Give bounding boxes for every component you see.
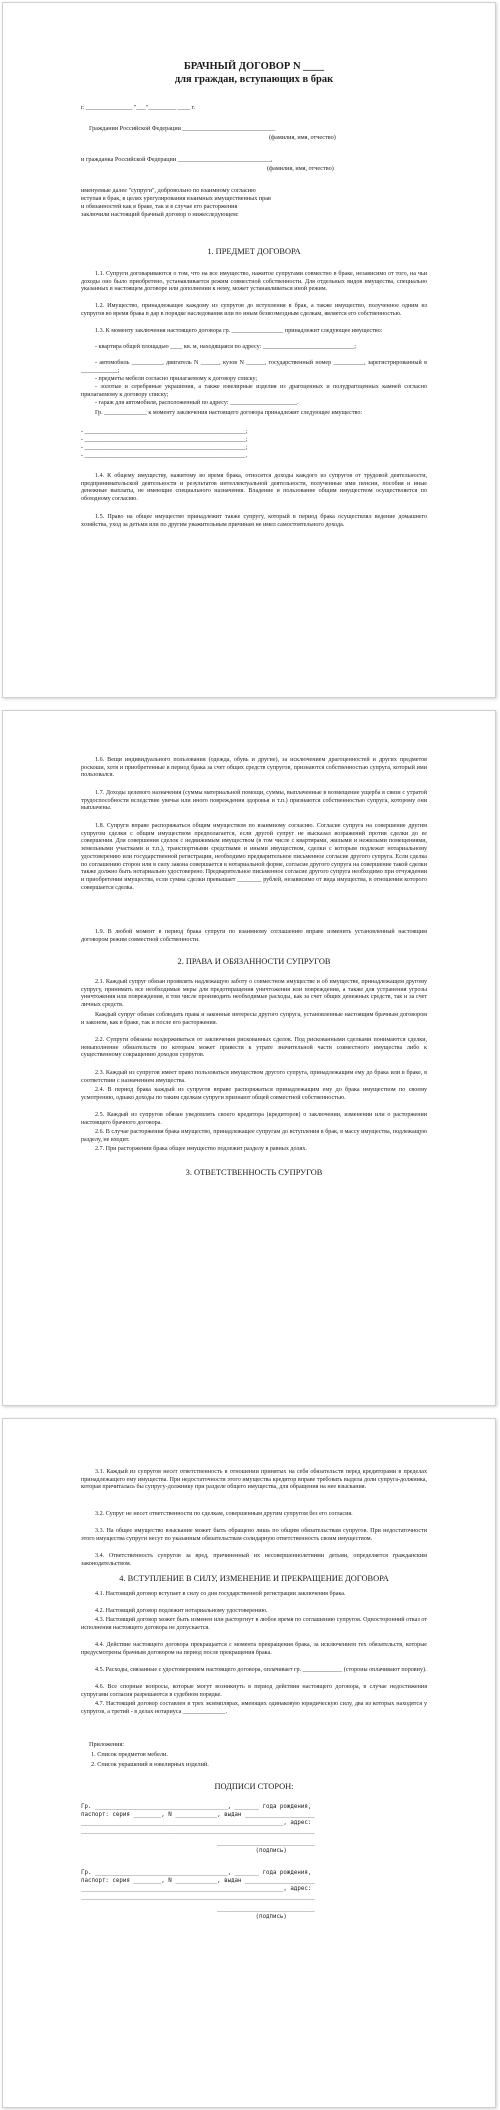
signature-line: Гр. ______________________________________, _______ года рождения,	[81, 1870, 312, 1876]
property-item: - предметы мебели согласно прилагаемому к договору списку;	[95, 376, 258, 382]
clause-1-5: 1.5. Право на общее имущество принадлежит также супругу, который в период брака осуществлял ведение домашнего хозяйства, уход за детьми или по другим уважительным причинам не имел самостоятельного дохода.	[81, 514, 427, 528]
clause-3-3: 3.3. На общее имущество взыскание может быть обращено лишь по общим обязательствам супругов. При недостаточности этого имущества супруги несут по указанным обязательствам солидарную ответственность своим имуществом.	[81, 1528, 427, 1542]
signature-line: паспорт: серия ________, N ____________, выдан ____________________	[81, 1878, 315, 1884]
property-item: - гараж для автомобиля, расположенный по адресу: ______________________.	[95, 400, 299, 406]
clause-2-7: 2.7. При расторжении брака общее имущество подлежит разделу в равных долях.	[95, 1146, 307, 1152]
contract-subtitle: для граждан, вступающих в брак	[174, 74, 334, 85]
preamble-line: именуемые далее "супруги", добровольно по взаимному согласию	[81, 187, 256, 194]
clause-2-6: 2.6. В случае расторжения брака имущество, принадлежащее супругам до вступления в брак, в массу имущества, подлежащую разделу, не входит.	[81, 1129, 427, 1143]
clause-1-3b: Гр. ______________ к моменту заключения настоящего договора принадлежит следующее имущество:	[95, 410, 363, 416]
signature-line: __________________________________________________________, адрес:	[81, 1820, 312, 1826]
document-page-3	[2, 1418, 496, 2108]
clause-1-1: 1.1. Супруги договариваются о том, что на все имущество, нажитое супругами совместно в браке, независимо от того, на чьи доходы оно было приобретено, устанавливается режим совместной собственности. Для отдельных видов имущества, специально указанных в настоящем договоре или дополнении к нему, может устанавливаться иной режим.	[81, 271, 427, 293]
clause-1-3: 1.3. К моменту заключения настоящего договора гр. _________________ принадлежит следующее имущество:	[95, 328, 383, 334]
blank-item: - ____________________________________________________;	[81, 444, 248, 451]
clause-3-2: 3.2. Супруг не несет ответственности по сделкам, совершенным другим супругом без его согласия.	[95, 1511, 353, 1517]
blank-item: - ____________________________________________________;	[81, 428, 248, 435]
preamble-line: и обязанностей как в браке, так и в случае его расторжения	[81, 203, 238, 210]
section-heading: 2. ПРАВА И ОБЯЗАННОСТИ СУПРУГОВ	[177, 957, 331, 966]
clause-4-6: 4.6. Все спорные вопросы, которые могут возникнуть в период действия настоящего договора, в случае недостижения супругами согласия разрешаются в судебном порядке.	[81, 1684, 427, 1698]
clause-2-5: 2.5. Каждый из супругов обязан уведомлять своего кредитора (кредиторов) о заключении, изменении или о расторжении настоящего брачного договора.	[81, 1112, 427, 1126]
contract-title: БРАЧНЫЙ ДОГОВОР N ____	[183, 61, 325, 72]
clause-1-4: 1.4. К общему имуществу, нажитому во время брака, относятся доходы каждого из супругов от трудовой деятельности, предпринимательской деятельности и результатов интеллектуальной деятельности, полученные ими пенсии, пособия и иные денежные выплаты, не имеющие специального назначения. Владение и пользование общим имуществом осуществляется по обоюдному согласию.	[81, 473, 427, 503]
signatures-title: ПОДПИСИ СТОРОН:	[214, 1782, 294, 1791]
property-item: - автомобиль __________, двигатель N ______, кузов N ______, государственный номер __________, зарегистрированный в ____________;	[81, 360, 427, 374]
section-heading: 1. ПРЕДМЕТ ДОГОВОРА	[207, 247, 301, 256]
signature-line: __________________________________________________________, адрес:	[81, 1886, 312, 1892]
clause-2-3: 2.3. Каждый из супругов имеет право пользоваться имуществом другого супруга, принадлежащим ему до брака или в браке, в соответствии с назначением имущества.	[81, 1070, 427, 1084]
preamble-line: вступая в брак, в целях урегулирования взаимных имущественных прав	[81, 195, 271, 202]
signature-line: ___________________________________________________________________	[81, 1828, 315, 1834]
husband-hint: (фамилия, имя, отчество)	[269, 134, 336, 141]
wife-hint: (фамилия, имя, отчество)	[267, 165, 334, 172]
clause-2-1b: Каждый супруг обязан соблюдать права и законные интересы другого супруга, установленные настоящим брачным договором и законом, как в браке, так и после его расторжения.	[81, 1012, 427, 1026]
section-heading: 4. ВСТУПЛЕНИЕ В СИЛУ, ИЗМЕНЕНИЕ И ПРЕКРАЩЕНИЕ ДОГОВОРА	[119, 1574, 389, 1583]
clause-2-2: 2.2. Супруги обязаны воздерживаться от заключения рискованных сделок. Под рискованными сделками понимаются сделки, невыполнение обязательств по которым может привести к утрате значительной части совместного имущества либо к существенному сокращению доходов супругов.	[81, 1037, 427, 1059]
date-line: г. _______________ "___"_________ ____ г.	[81, 104, 195, 111]
clause-4-3: 4.3. Настоящий договор может быть изменен или расторгнут в любое время по соглашению супругов. Односторонний отказ от исполнения настоящего договора не допускается.	[81, 1617, 427, 1631]
clause-2-4: 2.4. В период брака каждый из супругов вправе распоряжаться принадлежащим ему до брака имуществом по своему усмотрению, однако доходы по таким сделкам супруги признают общей совместной собственностью.	[81, 1087, 427, 1101]
signature-line: ___________________________________________________________________	[81, 1894, 315, 1900]
signature-line: паспорт: серия ________, N ____________, выдан ____________________	[81, 1812, 315, 1818]
signature-line: ____________________________	[81, 1840, 315, 1846]
blank-item: - ____________________________________________________.	[81, 452, 248, 459]
signature-caption: (подпись)	[81, 1914, 287, 1920]
clause-4-1: 4.1. Настоящий договор вступает в силу со дня государственной регистрации заключения брака.	[95, 1591, 346, 1597]
signature-caption: (подпись)	[81, 1848, 287, 1854]
clause-1-2: 1.2. Имущество, принадлежащее каждому из супругов до вступления в брак, а также имущество, полученное одним из супругов во время брака в дар в порядке наследования или по иным безвозмездным сделкам, является его собственностью.	[81, 303, 427, 317]
appendix-item: 1. Список предметов мебели.	[91, 1751, 168, 1758]
document-page-1	[2, 2, 496, 698]
clause-3-4: 3.4. Ответственность супругов за вред, причиненный их несовершеннолетними детьми, определяется гражданским законодательством.	[81, 1553, 427, 1567]
clause-1-8: 1.8. Супруги вправе распоряжаться общим имуществом по взаимному согласию. Согласие супруга на совершение другим супругом сделки с общим имуществом предполагается, если другой супруг не высказал возражений против сделки до ее совершения. Для совершения сделок с недвижимым имуществом (в том числе с квартирами, жилыми и нежилыми помещениями, земельными участками и т.п.), транспортными средствами и иными имуществом, сделки с которым подлежат нотариальному удостоверению или государственной регистрации, необходимо предварительное письменное согласие другого супруга. Если сделка по соглашению сторон или в силу закона совершается в нотариальной форме, согласие другого супруга на совершение такой сделки также должно быть нотариально удостоверено. Предварительное письменное согласие другого супруга необходимо при отчуждении и приобретении имущества, если сумма сделки превышает ________ рублей, независимо от вида имущества, в отношении которого совершается сделка.	[81, 823, 427, 891]
signature-line: ____________________________	[81, 1906, 315, 1912]
clause-2-1: 2.1. Каждый супруг обязан проявлять надлежащую заботу о совместном имуществе и об имуществе, принадлежащем другому супругу, принимать все необходимые меры для предотвращения уничтожения или повреждения, а также для устранения угрозы уничтожения или повреждения, в том числе производить необходимые расходы, как за счет общих денежных средств, так и за счет личных средств.	[81, 979, 427, 1009]
document-page-2	[2, 710, 496, 1406]
clause-1-6: 1.6. Вещи индивидуального пользования (одежда, обувь и другие), за исключением драгоценностей и других предметов роскоши, хотя и приобретенные в период брака за счет общих средств супругов, признаются собственностью супруга, который ими пользовался.	[81, 757, 427, 779]
section-heading: 3. ОТВЕТСТВЕННОСТЬ СУПРУГОВ	[185, 1168, 323, 1177]
appendix-item: 2. Список украшений и ювелирных изделий.	[91, 1761, 209, 1768]
preamble-line: заключили настоящий брачный договор о нижеследующем:	[81, 211, 239, 218]
clause-4-4: 4.4. Действие настоящего договора прекращается с момента прекращения брака, за исключением тех обязательств, которые предусмотрены брачным договором на период после прекращения брака.	[81, 1642, 427, 1656]
wife-line: и гражданка Российской Федерации ______________________________,	[81, 156, 273, 163]
appendix-title: Приложения:	[89, 1741, 125, 1748]
blank-item: - ____________________________________________________;	[81, 436, 248, 443]
clause-4-5: 4.5. Расходы, связанные с удостоверением настоящего договора, оплачивает гр. _____________ (стороны оплачивают поровну).	[95, 1667, 427, 1673]
clause-1-9: 1.9. В любой момент в период брака супруги по взаимному соглашению вправе изменить установленный настоящим договором режим совместной собственности.	[81, 929, 427, 943]
clause-3-1: 3.1. Каждый из супругов несет ответственность в отношении принятых на себя обязательств перед кредиторами в пределах принадлежащего ему имущества. При недостаточности этого имущества кредитор вправе требовать выдела доли супруга-должника, которая причиталась бы супругу-должнику при разделе общего имущества, для обращения на нее взыскания.	[81, 1469, 427, 1491]
clause-4-2: 4.2. Настоящий договор подлежит нотариальному удостоверению.	[95, 1608, 268, 1614]
husband-line: Граждании Российской Федерации ______________________________	[89, 125, 276, 132]
clause-1-7: 1.7. Доходы целевого назначения (суммы материальной помощи, суммы, выплаченные в возмещение ущерба в связи с утратой трудоспособности вследствие увечья или иного повреждения здоровья и т.п.) признаются собственностью супруга, которому они выплачены.	[81, 790, 427, 812]
clause-4-7: 4.7. Настоящий договор составлен в трех экземплярах, имеющих одинаковую юридическую силу, два из которых находятся у супругов, а третий - в делах нотариуса ______________.	[81, 1701, 427, 1715]
property-item: - квартира общей площадью ____ кв. м, находящаяся по адресу: ______________________________;	[95, 344, 356, 350]
signature-line: Гр. ______________________________________, _______ года рождения,	[81, 1804, 312, 1810]
property-item: - золотые и серебряные украшения, а также ювелирные изделия из драгоценных и полудрагоценных камней согласно прилагаемому к договору списку;	[81, 384, 427, 398]
